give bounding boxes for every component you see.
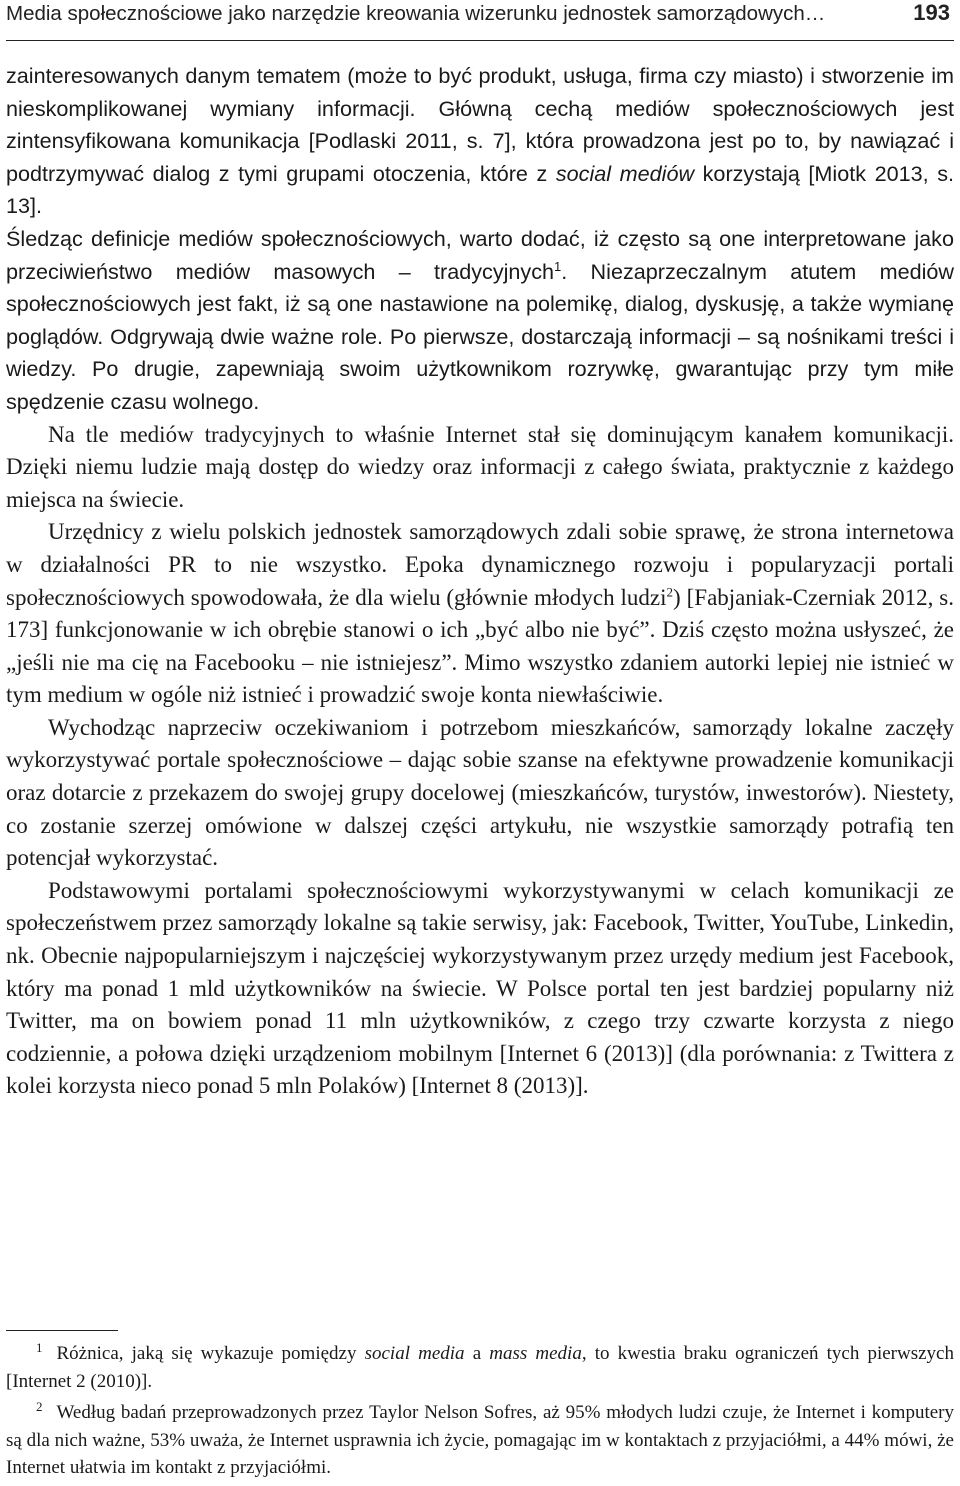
footnote-1-italic-b: mass media bbox=[489, 1343, 582, 1364]
running-header bbox=[6, 0, 954, 41]
page-number: 193 bbox=[913, 0, 950, 25]
paragraph-4 bbox=[6, 516, 954, 712]
paragraph-1-italic: social mediów bbox=[555, 160, 695, 186]
footnote-1-number: 1 bbox=[36, 1339, 43, 1355]
paragraph-5: Wychodząc naprzeciw oczekiwaniom i potrzebom mieszkańców, samorządy lokalne zaczęły wykorzystywać portale społecznościowe – dając sobie szanse na efektywne prowadzenie komunikacji oraz dotarcie z przekazem do swojej grupy docelowej (mieszkańców, turystów, inwestorów). Niestety, co zostanie szerzej omówione w dalszej części artykułu, nie wszystkie samorządy potrafią ten potencjał wykorzystać. bbox=[6, 714, 954, 871]
paragraph-4-text-a: Urzędnicy z wielu polskich jednostek samorządowych zdali sobie sprawę, że strona internetowa w działalności PR to nie wszystko. Epoka dynamicznego rozwoju i popularyzacji portali społecznościowych spowodowała, że dla wielu (głównie młodych ludzi bbox=[6, 519, 954, 610]
paragraph-2-text-b: . Niezaprzeczalnym atutem mediów społecznościowych jest fakt, iż są one nastawione na polemikę, dialog, dyskusję, a także wymianę poglądów. bbox=[6, 258, 954, 349]
running-title: Media społecznościowe jako narzędzie kreowania wizerunku jednostek samorządowych… bbox=[6, 2, 826, 25]
paragraph-1 bbox=[6, 60, 954, 223]
footnote-2 bbox=[6, 1399, 954, 1482]
paragraph-2 bbox=[6, 223, 954, 419]
paragraph-6: Podstawowymi portalami społecznościowymi wykorzystywanymi w celach komunikacji ze społeczeństwem przez samorządy lokalne są takie serwisy, jak: Facebook, Twitter, YouTube, Linkedin, nk. Obecnie najpopularniejszym i najczęściej wykorzystywanym przez urzędy medium jest Facebook, który ma ponad 1 mld użytkowników na świecie. W Polsce portal ten jest bardziej popularny niż Twitter, ma on bowiem ponad 11 mln użytkowników, z czego trzy czwarte korzysta z niego codziennie, a połowa dzięki urządzeniom mobilnym [Internet 6 (2013)] (dla porównania: z Twittera z kolei korzysta nieco ponad 5 mln Polaków) [Internet 8 (2013)]. bbox=[6, 877, 954, 1099]
footnote-1 bbox=[6, 1340, 954, 1395]
footnote-ref-2[interactable]: 2 bbox=[666, 583, 674, 599]
footnotes bbox=[6, 1340, 954, 1486]
main-text bbox=[6, 60, 954, 1103]
paragraph-2-text-c: Odgrywają dwie ważne role. Po pierwsze, dostarczają informacji – są nośnikami treści i wiedzy. Po drugie, zapewniają swoim użytkownikom rozrywkę, gwarantując przy tym miłe spędzenie czasu wolnego. bbox=[6, 323, 954, 414]
paragraph-3: Na tle mediów tradycyjnych to właśnie Internet stał się dominującym kanałem komunikacji. Dzięki niemu ludzie mają dostęp do wiedzy oraz informacji z całego świata, praktycznie z każdego miejsca na świecie. bbox=[6, 421, 954, 512]
footnote-1-italic-a: social media bbox=[364, 1343, 465, 1364]
footnote-1-text-c: , to kwestia braku ograniczeń tych pierwszych [Internet 2 (2010)]. bbox=[6, 1343, 954, 1392]
paragraph-2-text-a: Śledząc definicje mediów społecznościowych, warto dodać, iż często są one interpretowane jako przeciwieństwo mediów masowych – tradycyjnych bbox=[6, 225, 954, 284]
footnote-1-text-a: Różnica, jaką się wykazuje pomiędzy bbox=[56, 1343, 365, 1364]
footnote-divider bbox=[6, 1330, 118, 1331]
footnote-2-text: Według badań przeprowadzonych przez Taylor Nelson Sofres, aż 95% młodych ludzi czuje, że Internet i komputery są dla nich ważne, 53% uważa, że Internet usprawnia ich życie, pomagając im w kontaktach z przyjaciółmi, a 44% mówi, że Internet ułatwia im kontakt z przyjaciółmi. bbox=[6, 1402, 954, 1478]
paragraph-4-text-b: ) [Fabjaniak-Czerniak 2012, s. 173] funkcjonowanie w ich obrębie stanowi o ich „być albo nie być”. Dziś często można usłyszeć, że „jeśli nie ma cię na Facebooku – nie istniejesz”. Mimo wszystko zdaniem autorki lepiej nie istnieć w tym medium w ogóle niż istnieć i prowadzić swoje konta niewłaściwie. bbox=[6, 584, 954, 708]
footnote-2-number: 2 bbox=[36, 1398, 43, 1414]
paragraph-1-text-a: zainteresowanych danym tematem (może to być produkt, usługa, firma czy miasto) i stworzenie im nieskomplikowanej wymiany informacji. Główną cechą mediów społecznościowych jest zintensyfikowana komunikacja [Podlaski 2011, s. 7], która prowadzona jest po to, by nawiązać i podtrzymywać dialog z tymi grupami otoczenia, które z bbox=[6, 63, 954, 186]
paragraph-1-text-b: korzystają [Miotk 2013, s. 13]. bbox=[6, 160, 954, 219]
footnote-1-text-b: a bbox=[464, 1343, 490, 1364]
footnote-ref-1[interactable]: 1 bbox=[554, 258, 562, 274]
